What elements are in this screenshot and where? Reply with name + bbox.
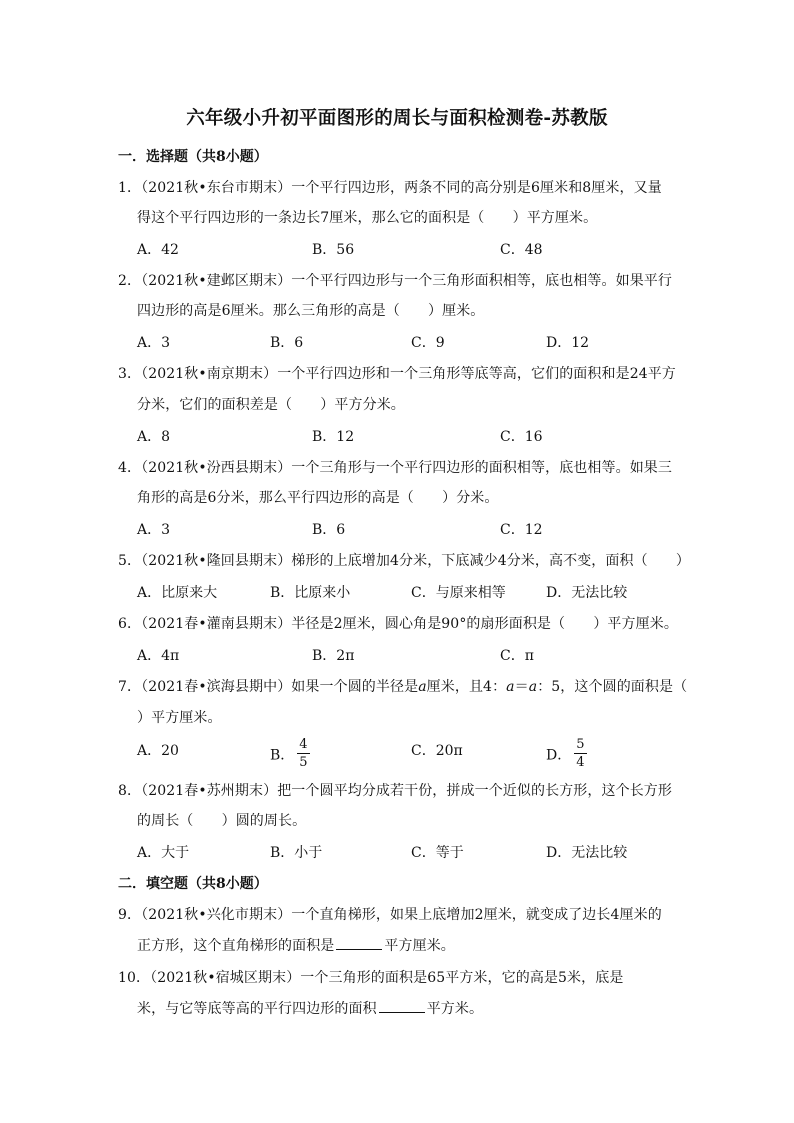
- question-7-options: [137, 737, 697, 772]
- option-d[interactable]: D．12: [546, 335, 590, 351]
- option-b-label: B．: [270, 747, 295, 764]
- option-c[interactable]: C．9: [411, 335, 445, 351]
- option-a[interactable]: A．4π: [137, 648, 180, 664]
- question-7-text-c: ＝: [514, 679, 529, 695]
- question-3-options: [137, 426, 697, 446]
- question-3-line-2: 分米，它们的面积差是（ ）平方分米。: [137, 397, 405, 413]
- question-9-line-2: [137, 935, 455, 955]
- fraction-four-fifths: $\frac{4}{5}$: [299, 737, 308, 770]
- question-9-line-1: 9．（2021秋•兴化市期末）一个直角梯形，如果上底增加2厘米，就变成了边长4厘米的: [118, 907, 662, 923]
- question-1-line-2: 得这个平行四边形的一条边长7厘米，那么它的面积是（ ）平方厘米。: [137, 210, 598, 226]
- fraction-five-fourths: $\frac{5}{4}$: [576, 737, 585, 770]
- option-b[interactable]: B．6: [270, 335, 304, 351]
- option-d-label: D．: [546, 747, 572, 764]
- option-b[interactable]: B．56: [312, 242, 355, 258]
- question-8-options: [137, 842, 697, 862]
- question-5-line-1: 5．（2021秋•隆回县期末）梯形的上底增加4分米，下底减少4分米，高不变，面积（ ）: [118, 553, 691, 569]
- question-10-text-b: 平方米。: [426, 1001, 484, 1017]
- option-d[interactable]: D．无法比较: [546, 845, 628, 861]
- section-heading-multiple-choice: 一．选择题（共8小题）: [118, 149, 268, 165]
- option-c[interactable]: C．与原来相等: [411, 585, 506, 601]
- option-c[interactable]: C．48: [500, 242, 543, 258]
- question-6-options: [137, 645, 697, 665]
- question-7-line-2: ）平方厘米。: [137, 710, 222, 726]
- option-c[interactable]: C．20π: [411, 743, 463, 759]
- question-7-text-b: 厘米，且4：: [426, 679, 507, 695]
- option-c[interactable]: C．16: [500, 429, 543, 445]
- question-9-text-a: 正方形，这个直角梯形的面积是: [137, 938, 335, 954]
- question-10-line-2: [137, 998, 483, 1018]
- question-2-options: [137, 332, 697, 352]
- question-9-text-b: 平方厘米。: [384, 938, 455, 954]
- question-4-line-2: 角形的高是6分米，那么平行四边形的高是（ ）分米。: [137, 490, 499, 506]
- option-a[interactable]: A．8: [137, 429, 171, 445]
- question-2-line-2: 四边形的高是6厘米。那么三角形的高是（ ）厘米。: [137, 303, 485, 319]
- option-c[interactable]: C．12: [500, 522, 543, 538]
- question-2-line-1: 2．（2021秋•建邺区期末）一个平行四边形与一个三角形面积相等，底也相等。如果平行: [118, 273, 672, 289]
- question-8-line-2: 的周长（ ）圆的周长。: [137, 813, 307, 829]
- option-a[interactable]: A．42: [137, 242, 179, 258]
- option-d[interactable]: D．无法比较: [546, 585, 628, 601]
- question-4-options: [137, 519, 697, 539]
- section-heading-fill-in-blank: 二．填空题（共8小题）: [118, 876, 268, 892]
- question-10-line-1: 10．（2021秋•宿城区期末）一个三角形的面积是65平方米，它的高是5米，底是: [118, 970, 624, 986]
- question-10-text-a: 米，与它等底等高的平行四边形的面积: [137, 1001, 377, 1017]
- option-b[interactable]: B．比原来小: [270, 585, 351, 601]
- option-d[interactable]: [546, 737, 587, 771]
- question-4-line-1: 4．（2021秋•汾西县期末）一个三角形与一个平行四边形的面积相等，底也相等。如果三: [118, 460, 672, 476]
- question-1-line-1: 1．（2021秋•东台市期末）一个平行四边形，两条不同的高分别是6厘米和8厘米，又量: [118, 180, 662, 196]
- variable-a: a: [528, 679, 538, 695]
- question-3-line-1: 3．（2021秋•南京期末）一个平行四边形和一个三角形等底等高，它们的面积和是24平方: [118, 366, 676, 382]
- question-7-text-d: ：5，这个圆的面积是（: [537, 679, 688, 695]
- question-7-text-a: 7．（2021春•滨海县期中）如果一个圆的半径是: [118, 679, 419, 695]
- answer-blank[interactable]: [336, 937, 382, 950]
- option-a[interactable]: A．3: [137, 522, 171, 538]
- question-5-options: [137, 582, 697, 602]
- answer-blank[interactable]: [379, 1000, 425, 1013]
- variable-a: a: [506, 679, 515, 695]
- question-6-line-1: 6．（2021春•灌南县期末）半径是2厘米，圆心角是90°的扇形面积是（ ）平方厘米。: [118, 616, 678, 632]
- variable-a: a: [418, 679, 427, 695]
- question-7-line-1: [118, 676, 687, 696]
- option-a[interactable]: A．大于: [137, 845, 190, 861]
- option-a[interactable]: A．比原来大: [137, 585, 218, 601]
- option-b[interactable]: [270, 737, 310, 771]
- option-b[interactable]: B．小于: [270, 845, 323, 861]
- question-1-options: [137, 239, 697, 259]
- option-b[interactable]: B．6: [312, 522, 346, 538]
- option-a[interactable]: A．3: [137, 335, 171, 351]
- option-b[interactable]: B．2π: [312, 648, 355, 664]
- option-a[interactable]: A．20: [137, 743, 179, 759]
- question-8-line-1: 8．（2021春•苏州期末）把一个圆平均分成若干份，拼成一个近似的长方形，这个长方形: [118, 783, 672, 799]
- option-c[interactable]: C．等于: [411, 845, 464, 861]
- page-title: 六年级小升初平面图形的周长与面积检测卷-苏教版: [186, 108, 608, 129]
- option-b[interactable]: B．12: [312, 429, 355, 445]
- option-c[interactable]: C．π: [500, 648, 534, 664]
